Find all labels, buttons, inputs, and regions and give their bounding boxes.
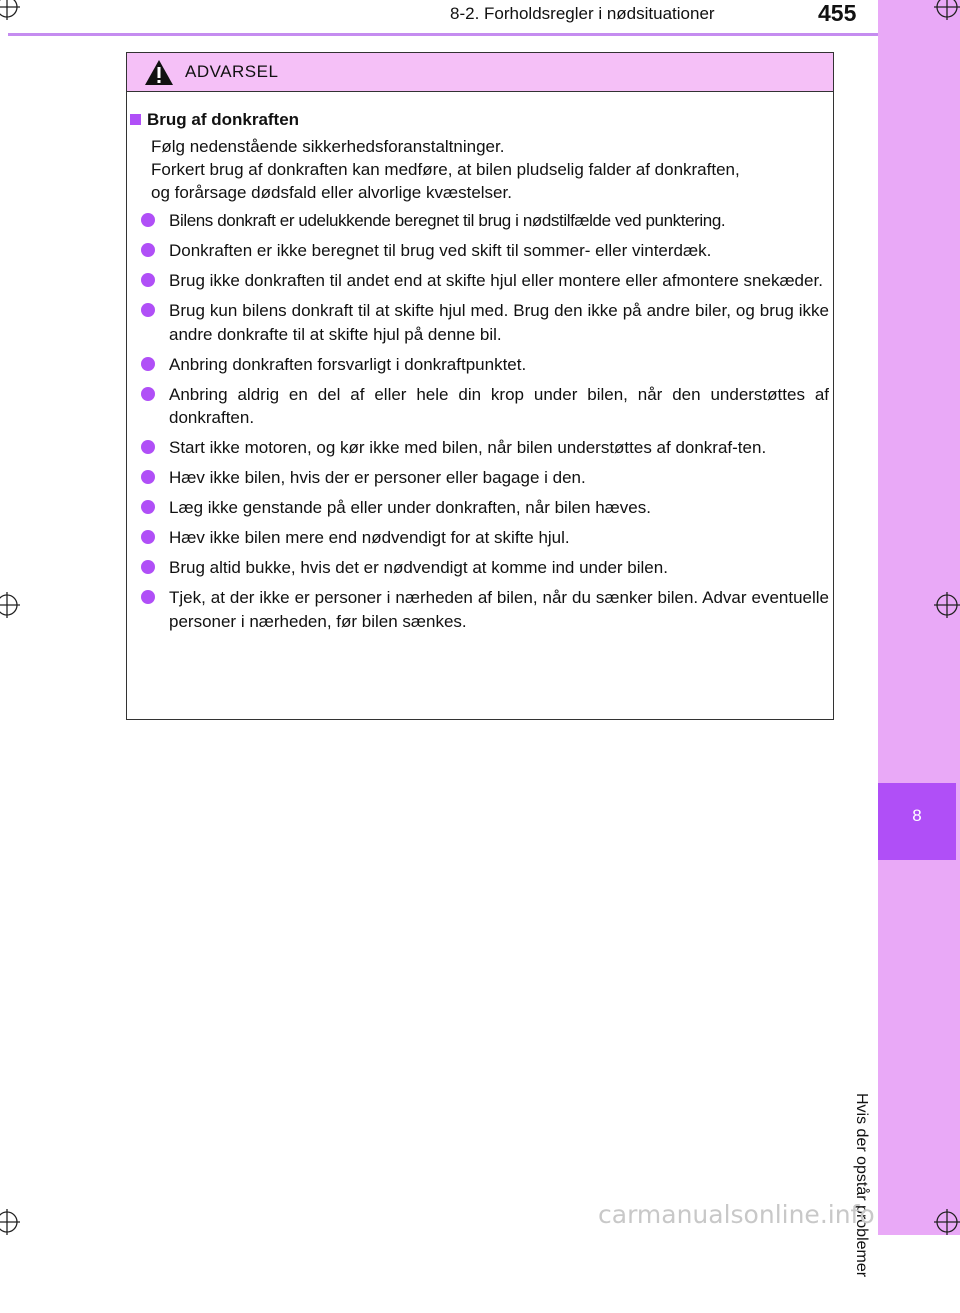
list-item-text: Hæv ikke bilen, hvis der er personer eller bagage i den. — [169, 468, 586, 487]
square-bullet-icon — [130, 114, 141, 125]
bullet-dot-icon — [141, 500, 155, 514]
list-item — [137, 299, 829, 346]
crop-mark-icon — [0, 1209, 20, 1235]
list-item — [137, 269, 829, 293]
bullet-dot-icon — [141, 560, 155, 574]
chapter-title: Hvis der opstår problemer — [853, 1093, 870, 1278]
list-item — [137, 586, 829, 633]
list-item — [137, 466, 829, 490]
list-item-text: Brug altid bukke, hvis det er nødvendigt at komme ind under bilen. — [169, 558, 668, 577]
list-item-text: Tjek, at der ikke er personer i nærheden af bilen, når du sænker bilen. Advar eventuelle personer i nærheden, før bilen sænkes. — [169, 588, 829, 631]
list-item-text: Bilens donkraft er udelukkende beregnet til brug i nødstilfælde ved punktering. — [169, 211, 726, 230]
chapter-number: 8 — [912, 806, 922, 825]
crop-mark-icon — [934, 1209, 960, 1235]
section-heading — [130, 110, 299, 130]
warning-header — [127, 53, 833, 92]
bullet-dot-icon — [141, 590, 155, 604]
intro-text — [151, 135, 831, 204]
watermark: carmanualsonline.info — [598, 1200, 875, 1229]
list-item — [137, 556, 829, 580]
list-item-text: Hæv ikke bilen mere end nødvendigt for at skifte hjul. — [169, 528, 570, 547]
list-item — [137, 239, 829, 263]
bullet-dot-icon — [141, 303, 155, 317]
bullet-dot-icon — [141, 530, 155, 544]
header-divider — [8, 33, 878, 36]
intro-line: Følg nedenstående sikkerhedsforanstaltninger. — [151, 137, 505, 156]
bullet-dot-icon — [141, 243, 155, 257]
list-item-text: Læg ikke genstande på eller under donkraften, når bilen hæves. — [169, 498, 651, 517]
precaution-list — [137, 209, 829, 640]
bullet-dot-icon — [141, 440, 155, 454]
intro-line: og forårsage dødsfald eller alvorlige kvæstelser. — [151, 183, 512, 202]
list-item — [137, 526, 829, 550]
section-heading-text: Brug af donkraften — [147, 110, 300, 129]
bullet-dot-icon — [141, 273, 155, 287]
list-item — [137, 436, 829, 460]
list-item-text: Anbring aldrig en del af eller hele din krop under bilen, når den understøttes af donkraften. — [169, 384, 829, 427]
list-item-text: Start ikke motoren, og kør ikke med bilen, når bilen understøttes af donkraf-ten. — [169, 438, 767, 457]
bullet-dot-icon — [141, 387, 155, 401]
warning-label: ADVARSEL — [185, 62, 279, 81]
list-item — [137, 496, 829, 520]
crop-mark-icon — [0, 0, 20, 20]
warning-triangle-icon — [144, 59, 174, 86]
crop-mark-icon — [934, 0, 960, 20]
list-item — [137, 353, 829, 377]
list-item-text: Anbring donkraften forsvarligt i donkraftpunktet. — [169, 354, 527, 374]
bullet-dot-icon — [141, 470, 155, 484]
list-item-text: Donkraften er ikke beregnet til brug ved skift til sommer- eller vinterdæk. — [169, 241, 712, 260]
page-number: 455 — [818, 0, 857, 26]
list-item — [137, 209, 829, 233]
crop-mark-icon — [0, 592, 20, 618]
bullet-dot-icon — [141, 213, 155, 227]
list-item-text: Brug ikke donkraften til andet end at skifte hjul eller montere eller afmontere snekæder. — [169, 271, 823, 290]
section-title: 8-2. Forholdsregler i nødsituationer — [450, 4, 715, 23]
crop-mark-icon — [934, 592, 960, 618]
list-item — [137, 383, 829, 430]
intro-line: Forkert brug af donkraften kan medføre, at bilen pludselig falder af donkraften, — [151, 160, 740, 179]
warning-box — [126, 52, 834, 720]
bullet-dot-icon — [141, 357, 155, 371]
list-item-text: Brug kun bilens donkraft til at skifte hjul med. Brug den ikke på andre biler, og brug ikke andre donkrafte til at skifte hjul på denne bil. — [169, 301, 829, 344]
